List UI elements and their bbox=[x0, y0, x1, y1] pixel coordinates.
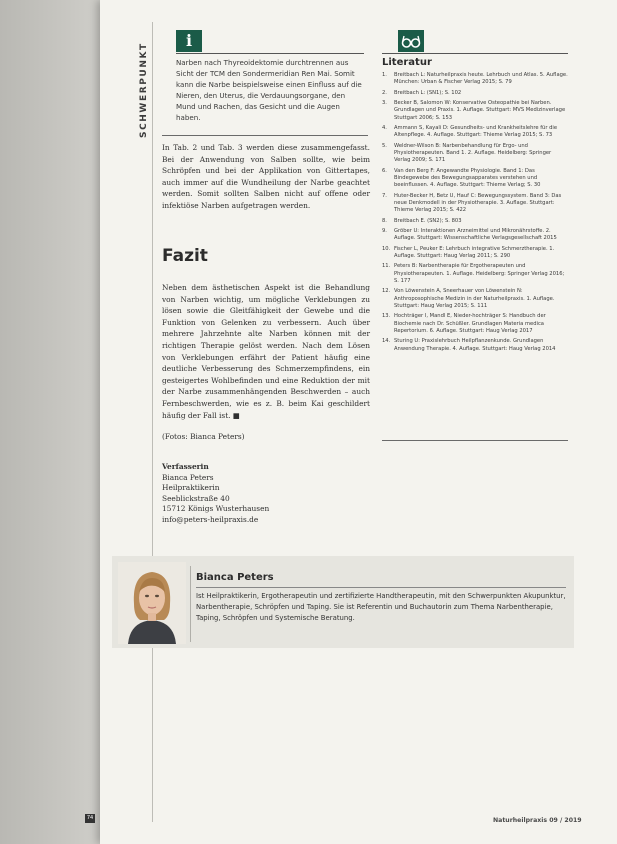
reference-item bbox=[382, 125, 568, 140]
literature-title: Literatur bbox=[382, 57, 432, 68]
body-paragraph-1: In Tab. 2 und Tab. 3 werden diese zusammengefasst. Bei der Anwendung von Salben sollte, wie beim Schröpfen und bei der Applikation von Gittertapes, auch immer auf die Wundheilung der Narbe geachtet werden. Somit sollten Salben nicht auf offene oder infektiöse Narben aufgetragen werden. bbox=[162, 143, 370, 210]
reference-text: Hochträger I, Mandl E, Nieder-hochträger S: Handbuch der Biochemie nach Dr. Schüßler. Grundlagen Materia medica Repertorium. 6. Auflage. Stuttgart: Haug Verlag 2017 bbox=[394, 313, 546, 335]
reference-item bbox=[382, 246, 568, 261]
reference-item bbox=[382, 338, 568, 353]
section-heading-fazit: Fazit bbox=[162, 246, 208, 266]
reference-number: 12. bbox=[382, 288, 391, 295]
literature-top-rule bbox=[382, 53, 568, 54]
page-gutter bbox=[0, 0, 100, 844]
reference-item bbox=[382, 263, 568, 285]
reference-text: Von Löwenstein A, Sneerhauer von Löwenstein N: Anthroposophische Medizin in der Naturheilpraxis. 1. Auflage. Stuttgart: Haug Verlag 2015; S. 111 bbox=[394, 288, 555, 310]
reference-number: 7. bbox=[382, 192, 387, 199]
reference-text: Sturing U: Praxislehrbuch Heilpflanzenkunde. Grundlagen Anwendung Therapie. 4. Auflage. Stuttgart: Haug Verlag 2014 bbox=[394, 338, 556, 352]
bio-text: Ist Heilpraktikerin, Ergotherapeutin und zertifizierte Handtherapeutin, mit den Schwerpunkten Akupunktur, Narbentherapie, Schröpfen und Taping. Sie ist Referentin und Buchautorin zum Thema Narbentherapie, Taping, Schröpfen und Systemische Beratung. bbox=[196, 592, 566, 623]
author-heading: Verfasserin bbox=[162, 462, 209, 471]
callout-top-rule bbox=[176, 53, 364, 54]
reference-number: 14. bbox=[382, 338, 391, 345]
reference-text: Ammann S, Kayali D: Gesundheits- und Krankheitslehre für die Altenpflege. 4. Auflage. Stuttgart: Thieme Verlag 2015; S. 73 bbox=[394, 125, 558, 139]
reference-list bbox=[382, 72, 568, 356]
author-name: Bianca Peters bbox=[162, 472, 214, 482]
author-street: Seeblickstraße 40 bbox=[162, 493, 230, 503]
reference-text: Peters B: Narbentherapie für Ergotherapeuten und Physiotherapeuten. 1. Auflage. Heidelberg: Springer Verlag 2016; S. 177 bbox=[394, 263, 565, 285]
reference-number: 4. bbox=[382, 125, 387, 132]
reference-item bbox=[382, 313, 568, 335]
reference-number: 8. bbox=[382, 217, 387, 224]
journal-footer: Naturheilpraxis 09 / 2019 bbox=[493, 817, 582, 824]
reference-text: Huter-Becker H, Betz U, Hauf C: Bewegungssystem. Band 3: Das neue Denkmodell in der Physiotherapie. 3. Auflage. Stuttgart: Thieme Verlag 2015; S. 422 bbox=[394, 192, 562, 214]
reference-number: 6. bbox=[382, 167, 387, 174]
author-profession: Heilpraktikerin bbox=[162, 483, 220, 493]
page-number: 74 bbox=[86, 815, 94, 821]
bio-rule bbox=[196, 587, 566, 588]
reference-text: Weldner-Wilson B: Narbenbehandlung für Ergo- und Physiotherapeuten. Band 1. 2. Auflage. Heidelberg: Springer Verlag 2009; S. 171 bbox=[394, 142, 552, 164]
info-icon: i bbox=[176, 30, 202, 52]
author-block bbox=[162, 462, 269, 526]
reference-item bbox=[382, 100, 568, 122]
reference-number: 11. bbox=[382, 263, 391, 270]
reference-number: 3. bbox=[382, 100, 387, 107]
section-label: SCHWERPUNKT bbox=[139, 42, 149, 138]
reference-item bbox=[382, 193, 568, 215]
reference-item bbox=[382, 228, 568, 243]
reference-item bbox=[382, 72, 568, 87]
reference-text: Gröber U: Interaktionen Arzneimittel und Mikronährstoffe. 2. Auflage. Stuttgart: Wissenschaftliche Verlagsgesellschaft 2015 bbox=[394, 228, 557, 242]
author-email: info@peters-heilpraxis.de bbox=[162, 514, 259, 524]
reference-text: Van den Berg F: Angewandte Physiologie. Band 1: Das Bindegewebe des Bewegungsapparates verstehen und beeinflussen. 4. Auflage. Stuttgart: Thieme Verlag; S. 30 bbox=[394, 167, 541, 189]
reference-number: 2. bbox=[382, 89, 387, 96]
body-paragraph-2: Neben dem ästhetischen Aspekt ist die Behandlung von Narben wichtig, um mögliche Verklebungen zu lösen sowie die Gleitfähigkeit der Gewebe und die Funktion von Gelenken zu verbessern. Auch über mehrere Jahrzehnte alte Narben können mit der richtigen Therapie gelöst werden. Nach dem Lösen von Verklebungen erfährt der Patient häufig eine deutliche Verbesserung des Schmerzempfindens, ein gesteigertes Wohlbefinden und eine Reduktion der mit der Narbe zusammenhängenden Beschwerden – auch Fernbeschwerden, wie es z. B. beim Kai geschildert häufig der Fall ist. ■ bbox=[162, 283, 370, 420]
reference-number: 1. bbox=[382, 72, 387, 78]
reference-item bbox=[382, 143, 568, 165]
author-portrait bbox=[118, 562, 186, 644]
glasses-icon bbox=[398, 30, 424, 52]
reference-text: Breitbach E. (SN2); S. 803 bbox=[394, 217, 462, 224]
reference-item bbox=[382, 90, 568, 97]
reference-text: Breitbach L: Naturheilpraxis heute. Lehrbuch und Atlas. 5. Auflage. München: Urban & Fischer Verlag 2015; S. 79 bbox=[394, 72, 568, 86]
reference-number: 9. bbox=[382, 228, 387, 235]
callout-bottom-rule bbox=[162, 135, 368, 136]
reference-text: Fischer L, Peuker E: Lehrbuch integrative Schmerztherapie. 1. Auflage. Stuttgart: Haug Verlag 2011; S. 290 bbox=[394, 245, 555, 260]
column-divider bbox=[152, 22, 153, 822]
reference-item bbox=[382, 218, 568, 225]
bio-name: Bianca Peters bbox=[196, 572, 274, 583]
reference-number: 5. bbox=[382, 142, 387, 149]
reference-item bbox=[382, 168, 568, 190]
info-callout-text: Narben nach Thyreoidektomie durchtrennen aus Sicht der TCM den Sondermeridian Ren Mai. Somit kann die Narbe beispielsweise einen Einfluss auf die Nieren, den Uterus, die Verdauungsorgane, den Mund und Rachen, das Gesicht und die Augen haben. bbox=[176, 58, 362, 123]
author-city: 15712 Königs Wusterhausen bbox=[162, 504, 270, 514]
reference-number: 13. bbox=[382, 313, 391, 320]
reference-text: Becker B, Salomon W: Konservative Osteopathie bei Narben. Grundlagen und Praxis. 1. Auflage. Stuttgart: MVS Medizinverlage Stuttgart 2006; S. 153 bbox=[394, 100, 566, 121]
reference-number: 10. bbox=[382, 245, 391, 252]
reference-text: Breitbach L: (SN1); S. 102 bbox=[394, 89, 462, 96]
photo-credit: (Fotos: Bianca Peters) bbox=[162, 432, 245, 441]
bio-separator bbox=[190, 566, 191, 642]
literature-bottom-rule bbox=[382, 440, 568, 441]
reference-item bbox=[382, 288, 568, 310]
